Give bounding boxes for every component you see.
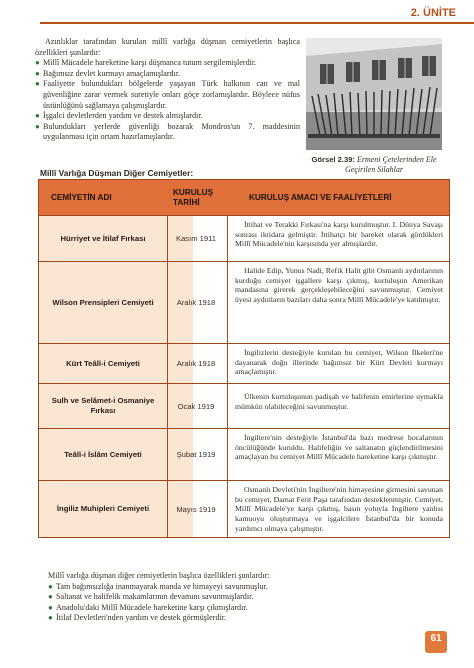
list-item: ● Tam bağımsızlığa inanmayarak manda ve himayeyi savunmuşlur. — [48, 581, 268, 591]
list-item: ● İtilaf Devletleri'nden yardım ve destek görmüşlerdir. — [48, 613, 227, 622]
intro-list — [35, 58, 300, 143]
intro-block — [35, 37, 300, 143]
outro-lead: Millî varlığa düşman diğer cemiyetlerin başlıca özellikleri şunlardır: — [48, 571, 270, 580]
outro-block — [48, 571, 418, 624]
purpose-text: İngilizlerin desteğiyle kurulan bu cemiyet, Wilson İlkeleri'ne dayanarak doğu illerinde bağımsız bir Kürt Devleti kurmayı amaçlamıştır. — [235, 348, 443, 377]
header-society-name: CEMİYETİN ADI — [51, 192, 112, 202]
society-name: Sulh ve Selâmet-i Osmaniye Fırkası — [51, 396, 155, 415]
bullet-icon: ● — [48, 581, 53, 591]
header-rule — [40, 22, 474, 24]
section-title: Millî Varlığa Düşman Diğer Cemiyetler: — [40, 168, 194, 178]
table-row — [39, 480, 449, 537]
bullet-icon: ● — [48, 613, 53, 622]
founding-date: Ocak 1919 — [177, 401, 215, 411]
founding-date: Şubat 1919 — [176, 450, 216, 459]
list-item: ● Saltanat ve halifelik makamlarının devamını savunmuşlardır. — [48, 592, 254, 601]
table-row — [39, 383, 449, 428]
table-row — [39, 261, 449, 343]
bullet-icon: ● — [35, 58, 40, 68]
purpose-text: İngiltere'nin desteğiyle İstanbul'da bazı medrese hocalarının öncülüğünde kuruldu. Halifeliğin ve saltanatın güçlendirilmesini amaçlayan bu cemiyet Millî Mücadele hareketine karşı çıkmıştır. — [235, 433, 443, 462]
table-row — [39, 428, 449, 480]
table-row — [39, 215, 449, 261]
historical-photo — [306, 38, 442, 150]
society-name: İngiliz Muhipleri Cemiyeti — [56, 504, 150, 513]
page-number: 61 — [430, 633, 442, 644]
bullet-icon: ● — [35, 79, 40, 89]
outro-list — [48, 582, 418, 624]
unit-title: 2. ÜNİTE — [410, 7, 456, 19]
caption-text: Ermeni Çetelerinden Ele Geçirilen Silahlar — [345, 155, 437, 174]
page-header — [0, 0, 474, 30]
table-row — [39, 343, 449, 383]
founding-date: Aralık 1918 — [176, 359, 216, 368]
caption-number: Görsel 2.39: — [311, 155, 355, 164]
weapons-photo-illustration — [306, 38, 442, 150]
list-item: ● Faaliyette bulundukları bölgelerde yaşayan Türk halkının can ve mal güvenliğine zarar vermek suretiyle onları göçe zorlamışlardır. Böylece nüfus üstünlüğünü sağlamaya çalışmışlardır. — [35, 79, 300, 110]
purpose-text: Ülkenin kurtuluşunun padişah ve halifenin emirlerine uymakla mümkün olabileceğini savunmuştur. — [235, 392, 443, 411]
society-name: Teâlî-i İslâm Cemiyeti — [64, 449, 142, 459]
header-purpose: KURULUŞ AMACI VE FAALİYETLERİ — [249, 192, 392, 202]
purpose-text: Halide Edip, Yunus Nadi, Refik Halit gibi Osmanlı aydınlarının kurduğu cemiyet işgallere karşı çıkmış, kurtuluşun Amerikan mandasına girerek gerçekleşebileceğini savunmuştur. Cemiyet üyesi aydınların bazıları daha sonra Millî Mücadele'ye katılmıştır. — [235, 266, 443, 305]
list-item: ● Millî Mücadele hareketine karşı düşmanca tutum sergilemişlerdir. — [35, 58, 257, 68]
list-item: ● Anadolu'daki Millî Mücadele hareketine karşı çıkmışlardır. — [48, 602, 248, 612]
photo-caption — [306, 155, 442, 175]
founding-date: Mayıs 1919 — [176, 504, 216, 514]
intro-lead: Azınlıklar tarafından kurulan millî varlığa düşman cemiyetlerin başlıca özellikleri şunlardır: — [35, 37, 300, 57]
bullet-icon: ● — [48, 602, 53, 612]
list-item: ● İşgalci devletlerden yardım ve destek almışlardır. — [35, 111, 203, 121]
purpose-text: İttihat ve Terakki Fırkası'na karşı kurulmuştur. I. Dünya Savaşı sonrası iktidara gelmiştir. İttihatçı bir hareket olarak gördükleri Millî Mücadele'nin karşısında yer almışlardır. — [235, 220, 443, 249]
table-header — [39, 180, 449, 215]
bullet-icon: ● — [35, 121, 40, 131]
founding-date: Aralık 1918 — [176, 298, 216, 307]
society-name: Hürriyet ve İtilaf Fırkası — [60, 233, 146, 243]
list-item: ● Bağımsız devlet kurmayı amaçlamışlardır. — [35, 68, 181, 78]
society-name: Kürt Teâlî-i Cemiyeti — [66, 358, 140, 368]
list-item: ● Bulundukları yerlerde güvenliği bozarak Mondros'un 7. maddesinin uygulanması için ortam hazırlamışlardır. — [35, 121, 300, 142]
founding-date: Kasım 1911 — [176, 234, 216, 243]
header-founding-date: KURULUŞ TARİHİ — [173, 187, 214, 207]
bullet-icon: ● — [35, 111, 40, 121]
societies-table — [38, 179, 450, 538]
bullet-icon: ● — [35, 68, 40, 78]
bullet-icon: ● — [48, 592, 53, 601]
society-name: Wilson Prensipleri Cemiyeti — [52, 297, 154, 307]
purpose-text: Osmanlı Devleti'nin İngiltere'nin himayesine girmesini savunan bu cemiyet, Damat Ferit Paşa tarafından desteklenmiştir. Cemiyet, Millî Mücadele'ye karşı çıkmış, basın yoluyla İngiltere yanlısı kamuoyu oluşturmaya ve işgalcilere İstanbul'da bir konuda yardımcı olmaya çalışmıştır. — [235, 485, 443, 533]
